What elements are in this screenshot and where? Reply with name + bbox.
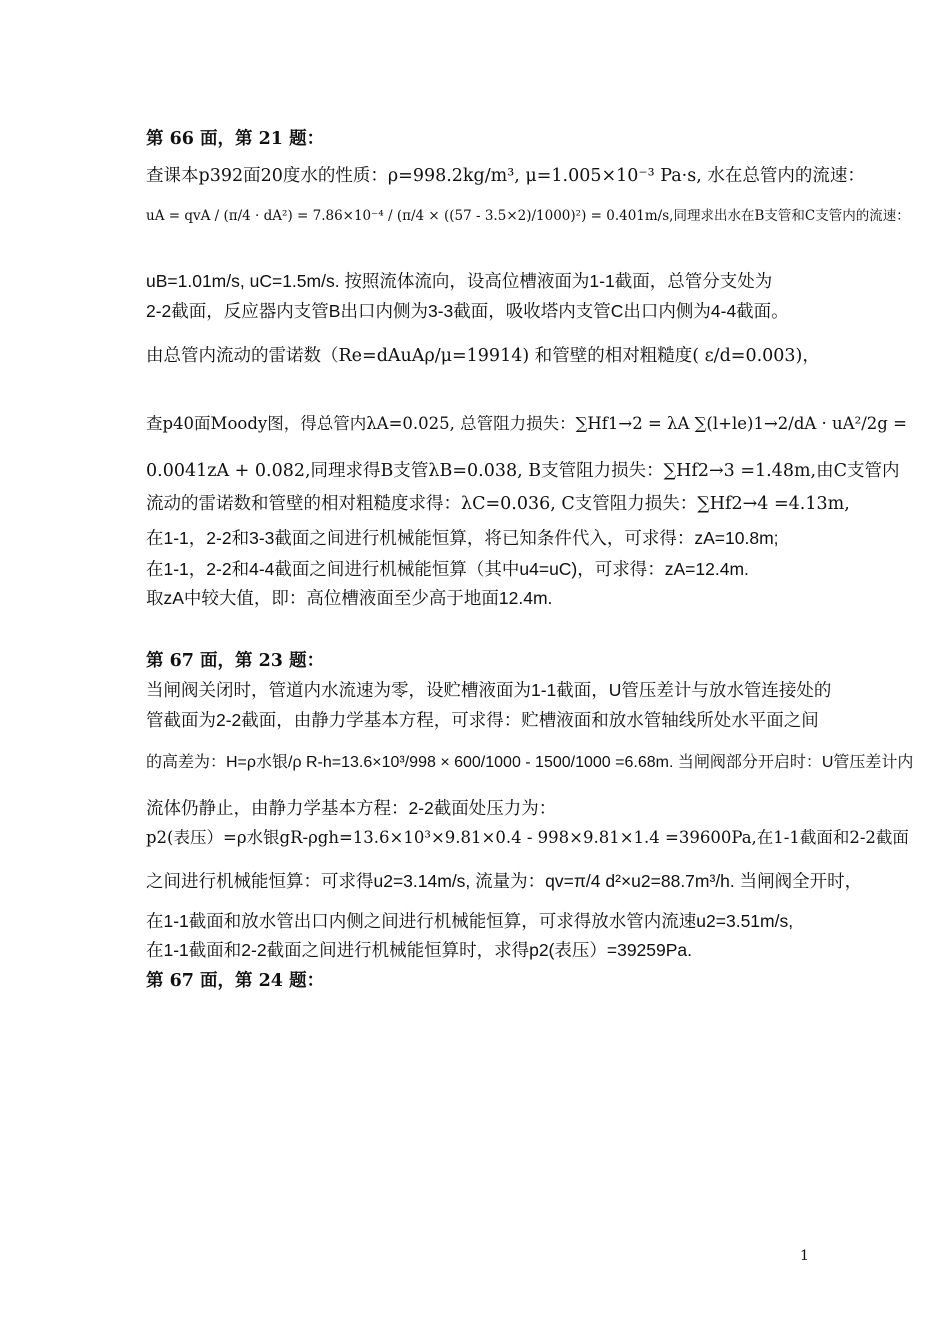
formula-line-h: 的高差为：H=ρ水银/ρ R-h=13.6×10³/998 × 600/1000 - 1500/1000 =6.68m. 当闸阀部分开启时：U管压差计内 xyxy=(146,754,914,771)
formula-line-ua xyxy=(146,205,910,227)
text-line: 管截面为2-2截面，由静力学基本方程，可求得：贮槽液面和放水管轴线所处水平面之间 xyxy=(146,710,819,730)
text-line: 在1-1，2-2和4-4截面之间进行机械能恒算（其中u4=uC)，可求得：zA=12.4m. xyxy=(146,559,749,579)
text-line: uB=1.01m/s, uC=1.5m/s. 按照流体流向，设高位槽液面为1-1截面，总管分支处为 xyxy=(146,271,773,291)
text-line-content: uA = qvA / (π/4 · dA²) = 7.86×10⁻⁴ / (π/4 × ((57 - 3.5×2)/1000)²) = 0.401m/s,同理求出水在B支管和C支管内的流速： xyxy=(146,208,910,224)
text-line-content: 查课本p392面20度水的性质：ρ=998.2kg/m³, μ=1.005×10⁻³ Pa·s, 水在总管内的流速： xyxy=(146,166,865,186)
text-line: 在1-1截面和放水管出口内侧之间进行机械能恒算，可求得放水管内流速u2=3.51m/s, xyxy=(146,911,794,931)
text-line: 流动的雷诺数和管壁的相对粗糙度求得：λC=0.036, C支管阻力损失：∑Hf2→4 =4.13m, xyxy=(146,494,850,514)
text-line: 2-2截面，反应器内支管B出口内侧为3-3截面，吸收塔内支管C出口内侧为4-4截面。 xyxy=(146,301,789,321)
formula-line-hf: 查p40面Moody图，得总管内λA=0.025, 总管阻力损失：∑Hf1→2 = λA ∑(l+le)1→2/dA · uA²/2g = xyxy=(146,414,907,433)
section-heading-66-21: 第 66 面，第 21 题： xyxy=(146,129,325,149)
text-line: 在1-1，2-2和3-3截面之间进行机械能恒算，将已知条件代入，可求得：zA=10.8m; xyxy=(146,528,779,548)
text-line: 流体仍静止，由静力学基本方程：2-2截面处压力为： xyxy=(146,798,557,818)
section-heading-67-24: 第 67 面，第 24 题： xyxy=(146,971,325,991)
formula-line-re: 由总管内流动的雷诺数（Re=dAuAρ/μ=19914) 和管壁的相对粗糙度( ε/d=0.003)， xyxy=(146,346,820,366)
text-line: 之间进行机械能恒算：可求得u2=3.14m/s, 流量为：qv=π/4 d²×u2=88.7m³/h. 当闸阀全开时， xyxy=(146,871,863,891)
text-line: p2(表压）=ρ水银gR-ρgh=13.6×10³×9.81×0.4 - 998×9.81×1.4 =39600Pa,在1-1截面和2-2截面 xyxy=(146,828,909,847)
text-line: 当闸阀关闭时，管道内水流速为零，设贮槽液面为1-1截面，U管压差计与放水管连接处的 xyxy=(146,680,832,700)
text-line xyxy=(146,165,865,187)
text-line: 在1-1截面和2-2截面之间进行机械能恒算时，求得p2(表压）=39259Pa. xyxy=(146,940,693,960)
text-line: 取zA中较大值，即：高位槽液面至少高于地面12.4m. xyxy=(146,588,553,608)
text-line: 0.0041zA + 0.082,同理求得B支管λB=0.038, B支管阻力损失：∑Hf2→3 =1.48m,由C支管内 xyxy=(146,461,900,481)
page-number: 1 xyxy=(800,1248,809,1264)
section-heading-67-23: 第 67 面，第 23 题： xyxy=(146,651,325,671)
